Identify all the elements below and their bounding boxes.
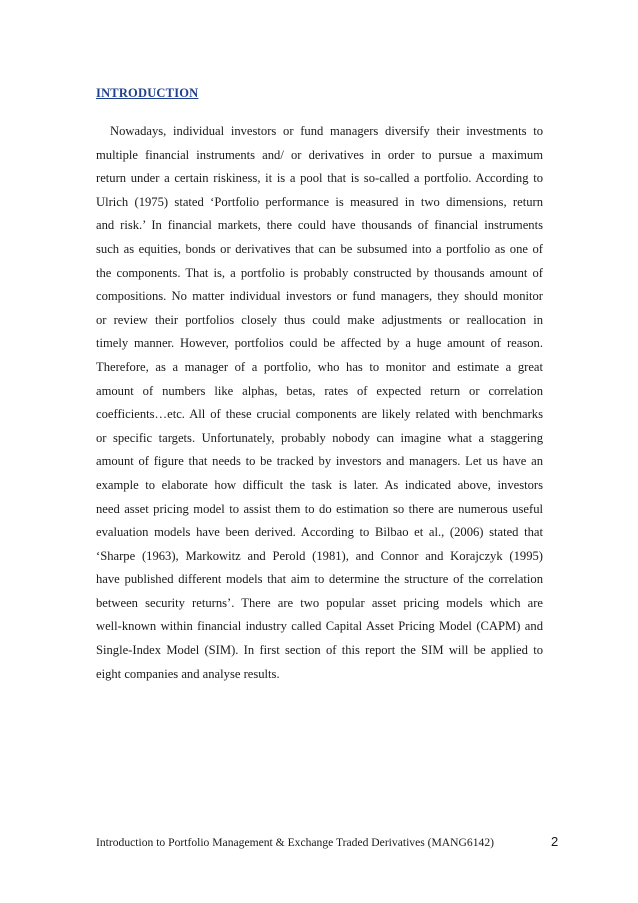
paragraph-line: and risk.’ In financial markets, there could have thousands of financial instruments: [96, 218, 543, 233]
paragraph-line: the components. That is, a portfolio is probably constructed by thousands amount of: [96, 265, 543, 280]
paragraph-line: eight companies and analyse results.: [96, 666, 280, 681]
paragraph-line: Ulrich (1975) stated ‘Portfolio performance is measured in two dimensions, return: [96, 194, 543, 209]
paragraph-line: need asset pricing model to assist them to do estimation so there are numerous useful: [96, 501, 543, 516]
paragraph-line: well-known within financial industry called Capital Asset Pricing Model (CAPM) and: [96, 619, 543, 634]
paragraph-line: between security returns’. There are two popular asset pricing models which are: [96, 595, 543, 610]
paragraph-line: Therefore, as a manager of a portfolio, who has to monitor and estimate a great: [96, 359, 543, 374]
paragraph-line: coefficients…etc. All of these crucial components are likely related with benchmarks: [96, 407, 543, 422]
introduction-paragraph: [96, 120, 543, 686]
paragraph-line: ‘Sharpe (1963), Markowitz and Perold (1981), and Connor and Korajczyk (1995): [96, 548, 543, 563]
paragraph-line: Nowadays, individual investors or fund managers diversify their investments to: [110, 124, 543, 138]
paragraph-line: example to elaborate how difficult the task is later. As indicated above, investors: [96, 477, 543, 492]
paragraph-line: evaluation models have been derived. According to Bilbao et al., (2006) stated that: [96, 525, 543, 540]
paragraph-line: amount of figure that needs to be tracked by investors and managers. Let us have an: [96, 454, 543, 469]
paragraph-line: have published different models that aim to determine the structure of the correlation: [96, 572, 543, 587]
paragraph-line: timely manner. However, portfolios could be affected by a huge amount of reason.: [96, 336, 543, 351]
section-heading: INTRODUCTION: [96, 86, 199, 100]
page-number: 2: [551, 834, 559, 849]
paragraph-line: or specific targets. Unfortunately, probably nobody can imagine what a staggering: [96, 430, 543, 445]
paragraph-line: amount of numbers like alphas, betas, rates of expected return or correlation: [96, 383, 543, 398]
paragraph-line: or review their portfolios closely thus could make adjustments or reallocation in: [96, 312, 543, 327]
page-footer: Introduction to Portfolio Management & Exchange Traded Derivatives (MANG6142): [96, 836, 494, 849]
paragraph-line: return under a certain riskiness, it is a pool that is so-called a portfolio. According to: [96, 171, 543, 186]
paragraph-line: compositions. No matter individual investors or fund managers, they should monitor: [96, 289, 543, 304]
paragraph-line: multiple financial instruments and/ or derivatives in order to pursue a maximum: [96, 147, 543, 162]
paragraph-line: such as equities, bonds or derivatives that can be subsumed into a portfolio as one of: [96, 241, 543, 256]
paragraph-line: Single-Index Model (SIM). In first section of this report the SIM will be applied to: [96, 643, 543, 658]
